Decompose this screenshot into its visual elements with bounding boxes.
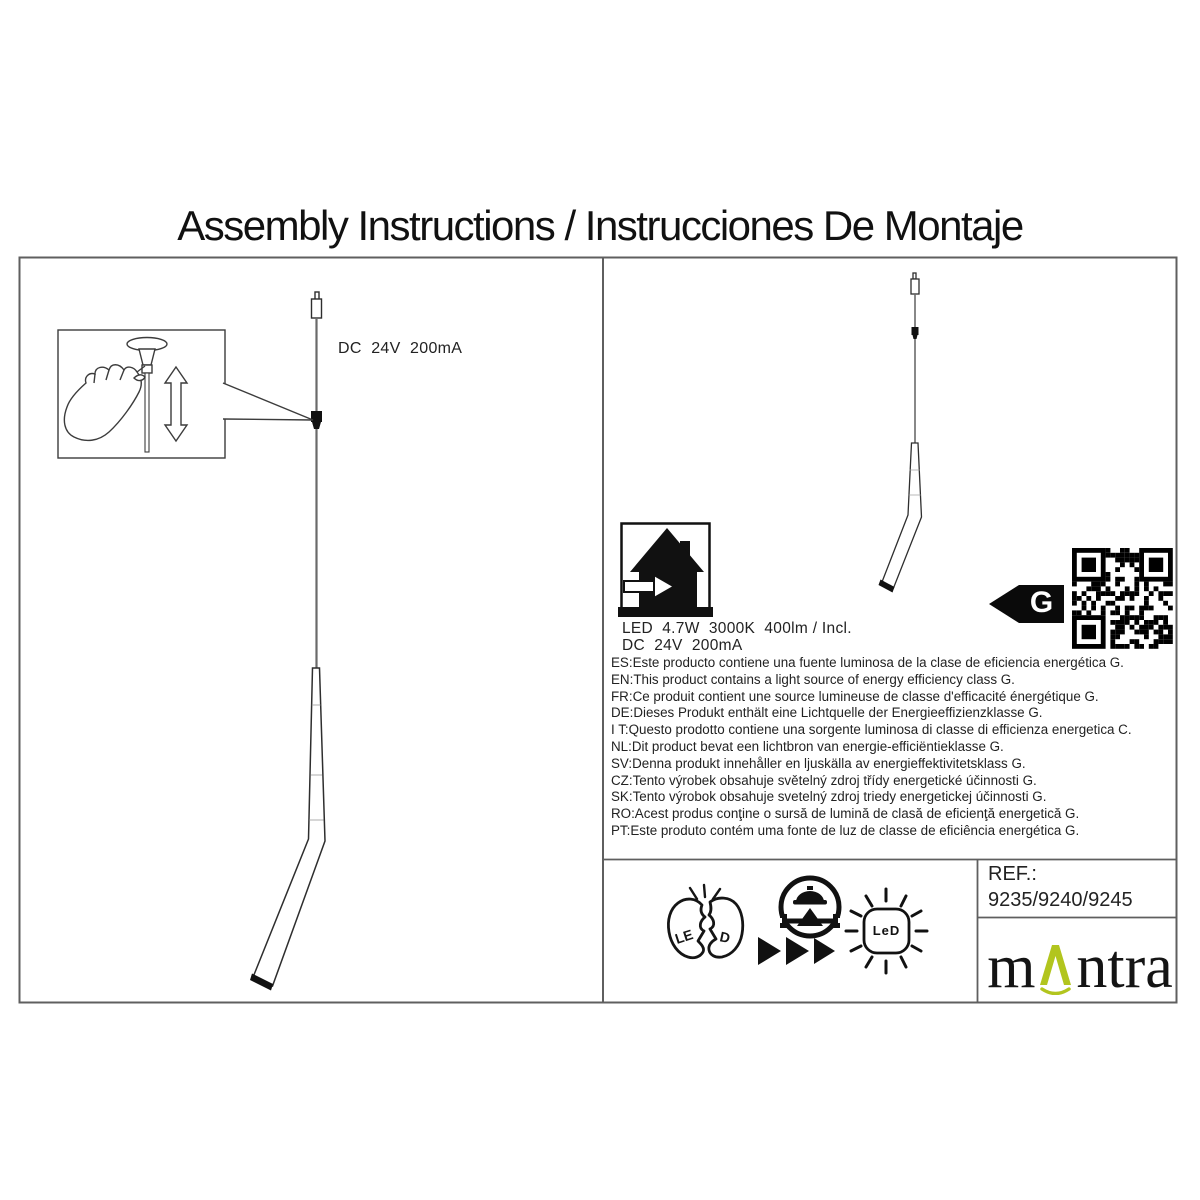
language-line-es: ES:Este producto contiene una fuente luminosa de la clase de eficiencia energética G.: [611, 655, 1124, 670]
broken-led-text-right: D: [718, 928, 732, 947]
lamp-top-connector-small: [911, 279, 919, 294]
mantra-caret-icon: [1038, 939, 1074, 995]
language-line-de: DE:Dieses Produkt enthält eine Lichtquelle der Energieeffizienzklasse G.: [611, 705, 1043, 721]
brand-part1: m: [987, 933, 1036, 1001]
pendant-lamp-small: [879, 273, 922, 593]
language-line-cz: CZ:Tento výrobek obsahuje světelný zdroj třídy energetické účinnosti G.: [611, 772, 1037, 788]
language-line-fr: FR:Ce produit contient une source lumineuse de classe d'efficacité énergétique G.: [611, 688, 1099, 704]
broken-led-text-left: LE: [672, 926, 695, 947]
language-line-sv: SV:Denna produkt innehåller en ljuskälla av energieffektivitetsklass G.: [611, 755, 1026, 771]
service-technician-icon: [777, 878, 843, 936]
height-adjustment-callout: [58, 330, 313, 458]
language-line-nl: NL:Dit product bevat een lichtbron van energie-efficiëntieklasse G.: [611, 738, 1004, 754]
language-line-pt: PT:Este produto contém uma fonte de luz de classe de eficiência energética G.: [611, 822, 1080, 838]
led-spec-line: LED 4.7W 3000K 400lm / Incl.: [622, 620, 852, 637]
page-title: Assembly Instructions / Instrucciones De Montaje: [177, 202, 1023, 249]
ref-numbers: 9235/9240/9245: [988, 889, 1133, 911]
pendant-lamp-large: [250, 292, 325, 991]
ref-label: REF.:: [988, 863, 1037, 885]
callout-cable: [145, 373, 149, 452]
language-line-sk: SK:Tento výrobok obsahuje svetelný zdroj triedy energetickej účinnosti G.: [611, 789, 1047, 805]
language-line-ro: RO:Acest produs conţine o sursă de lumină de clasă de eficienţă energetică G.: [611, 806, 1080, 822]
lamp-tube-small: [882, 443, 922, 588]
broken-led-icon: [668, 885, 742, 958]
lamp-tube: [254, 668, 326, 986]
energy-class-statements: [611, 655, 1177, 840]
callout-pointer-bottom: [223, 419, 313, 420]
mantra-logo: [983, 925, 1177, 1001]
language-line-en: EN:This product contains a light source of energy efficiency class G.: [611, 671, 1015, 687]
house-arrow-icon: [618, 524, 713, 618]
lamp-top-connector: [312, 299, 322, 318]
led-badge-label: LeD: [872, 923, 901, 938]
replace-arrows-icon: [758, 937, 835, 965]
left-power-spec: DC 24V 200mA: [338, 340, 463, 357]
language-line-it: I T:Questo prodotto contiene una sorgente luminosa di classe di efficienza energetica C.: [611, 722, 1132, 738]
qr-code: [1072, 548, 1173, 649]
energy-class-letter: G: [1029, 586, 1054, 619]
brand-part2: ntra: [1076, 933, 1173, 1001]
power-spec-line: DC 24V 200mA: [622, 637, 743, 654]
cable-gripper-small: [912, 327, 919, 335]
wrench-icon: [786, 919, 834, 924]
